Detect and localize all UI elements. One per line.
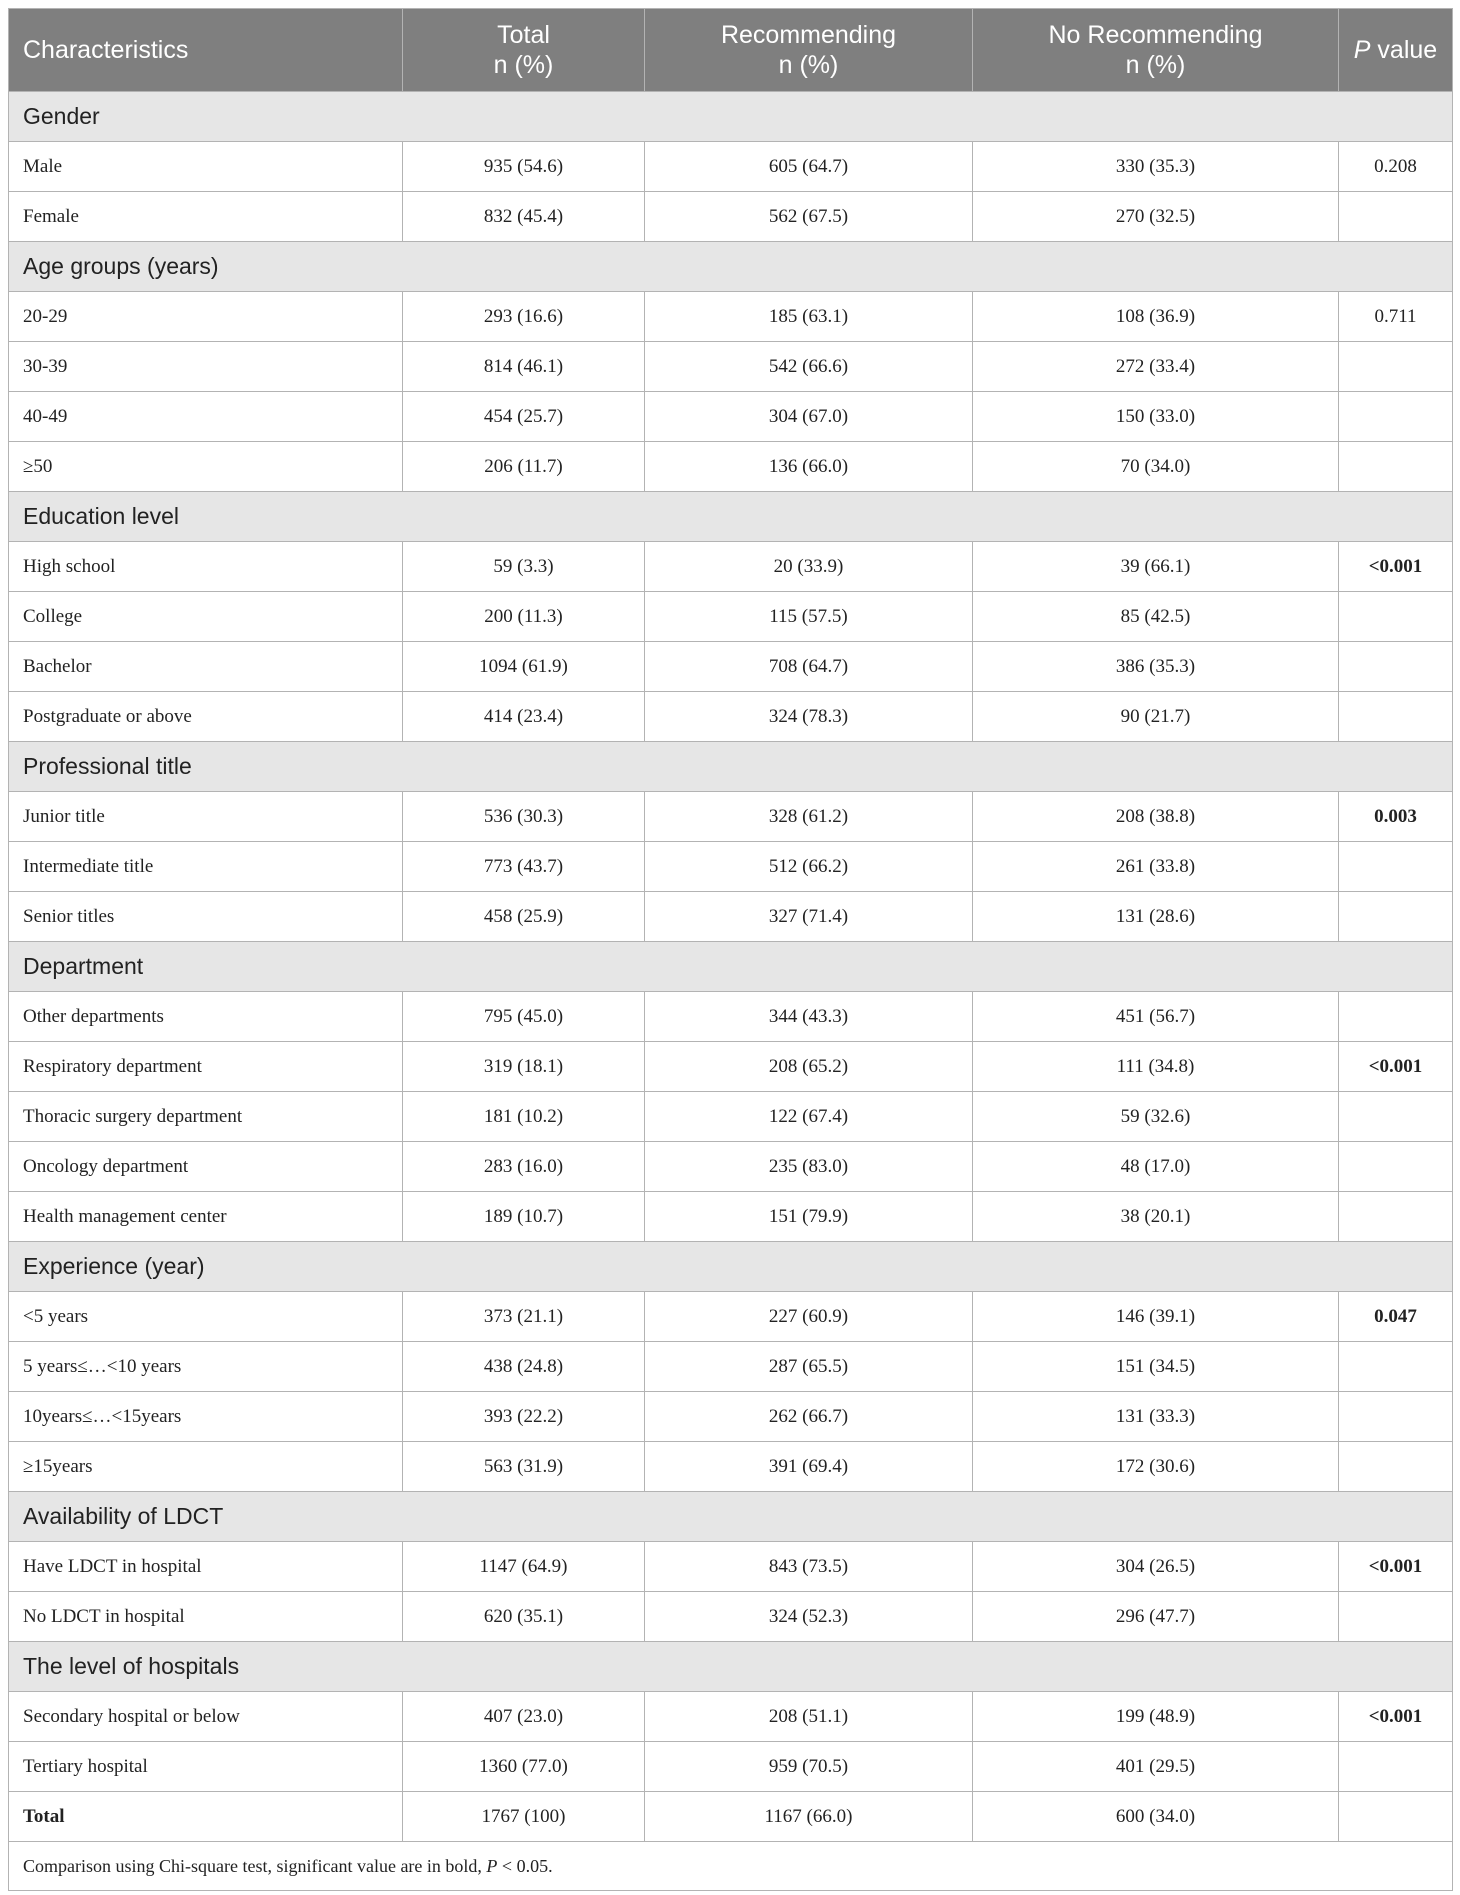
row-total: 814 (46.1) [403, 342, 645, 392]
group-header-row [9, 1642, 1453, 1692]
row-recommending: 328 (61.2) [645, 792, 973, 842]
table-row [9, 1442, 1453, 1492]
row-p-value: <0.001 [1339, 1542, 1453, 1592]
row-label: Health management center [9, 1192, 403, 1242]
group-title: Gender [9, 92, 1453, 142]
row-no-recommending: 272 (33.4) [973, 342, 1339, 392]
group-title: Education level [9, 492, 1453, 542]
row-no-recommending: 39 (66.1) [973, 542, 1339, 592]
group-title: Age groups (years) [9, 242, 1453, 292]
row-recommending: 843 (73.5) [645, 1542, 973, 1592]
row-no-recommending: 330 (35.3) [973, 142, 1339, 192]
table-row [9, 142, 1453, 192]
table-row [9, 542, 1453, 592]
row-recommending: 208 (51.1) [645, 1692, 973, 1742]
row-p-value [1339, 1342, 1453, 1392]
group-header-row [9, 742, 1453, 792]
row-recommending: 708 (64.7) [645, 642, 973, 692]
characteristics-table [8, 8, 1453, 1891]
row-no-recommending: 85 (42.5) [973, 592, 1339, 642]
row-recommending: 136 (66.0) [645, 442, 973, 492]
table-row [9, 792, 1453, 842]
row-no-recommending: 304 (26.5) [973, 1542, 1339, 1592]
row-recommending: 235 (83.0) [645, 1142, 973, 1192]
group-header-row [9, 492, 1453, 542]
table-header-row [9, 9, 1453, 92]
row-no-recommending: 172 (30.6) [973, 1442, 1339, 1492]
row-total: 935 (54.6) [403, 142, 645, 192]
row-p-value: <0.001 [1339, 1042, 1453, 1092]
row-no-recommending: 108 (36.9) [973, 292, 1339, 342]
row-p-value: <0.001 [1339, 1692, 1453, 1742]
row-label: No LDCT in hospital [9, 1592, 403, 1642]
table-row [9, 1342, 1453, 1392]
row-recommending: 227 (60.9) [645, 1292, 973, 1342]
row-total: 536 (30.3) [403, 792, 645, 842]
row-label: Bachelor [9, 642, 403, 692]
row-label: 5 years≤…<10 years [9, 1342, 403, 1392]
row-total: 438 (24.8) [403, 1342, 645, 1392]
row-recommending: 324 (78.3) [645, 692, 973, 742]
row-recommending: 185 (63.1) [645, 292, 973, 342]
row-total: 832 (45.4) [403, 192, 645, 242]
row-p-value [1339, 392, 1453, 442]
row-label: ≥50 [9, 442, 403, 492]
row-p-value [1339, 692, 1453, 742]
row-recommending: 542 (66.6) [645, 342, 973, 392]
row-total: 1094 (61.9) [403, 642, 645, 692]
row-recommending: 208 (65.2) [645, 1042, 973, 1092]
table-row [9, 292, 1453, 342]
row-label: <5 years [9, 1292, 403, 1342]
row-p-value: 0.711 [1339, 292, 1453, 342]
row-label: Oncology department [9, 1142, 403, 1192]
row-total: 319 (18.1) [403, 1042, 645, 1092]
row-label: Respiratory department [9, 1042, 403, 1092]
table-container [8, 8, 1452, 1891]
total-no-recommending: 600 (34.0) [973, 1792, 1339, 1842]
row-p-value [1339, 1392, 1453, 1442]
table-row [9, 692, 1453, 742]
row-p-value: 0.208 [1339, 142, 1453, 192]
row-recommending: 562 (67.5) [645, 192, 973, 242]
row-label: ≥15years [9, 1442, 403, 1492]
row-no-recommending: 151 (34.5) [973, 1342, 1339, 1392]
row-label: Have LDCT in hospital [9, 1542, 403, 1592]
group-header-row [9, 942, 1453, 992]
row-total: 795 (45.0) [403, 992, 645, 1042]
total-row [9, 1792, 1453, 1842]
table-body [9, 92, 1453, 1792]
table-row [9, 1692, 1453, 1742]
row-label: Other departments [9, 992, 403, 1042]
row-p-value [1339, 892, 1453, 942]
row-no-recommending: 38 (20.1) [973, 1192, 1339, 1242]
row-no-recommending: 386 (35.3) [973, 642, 1339, 692]
row-no-recommending: 48 (17.0) [973, 1142, 1339, 1192]
table-row [9, 592, 1453, 642]
row-label: 10years≤…<15years [9, 1392, 403, 1442]
header-no-recommending: No Recommending n (%) [973, 9, 1339, 92]
row-total: 181 (10.2) [403, 1092, 645, 1142]
table-row [9, 1592, 1453, 1642]
row-no-recommending: 451 (56.7) [973, 992, 1339, 1042]
group-title: Department [9, 942, 1453, 992]
table-row [9, 442, 1453, 492]
row-label: Senior titles [9, 892, 403, 942]
row-recommending: 151 (79.9) [645, 1192, 973, 1242]
row-no-recommending: 59 (32.6) [973, 1092, 1339, 1142]
row-recommending: 262 (66.7) [645, 1392, 973, 1442]
row-p-value [1339, 1442, 1453, 1492]
row-recommending: 122 (67.4) [645, 1092, 973, 1142]
row-label: Postgraduate or above [9, 692, 403, 742]
total-label: Total [9, 1792, 403, 1842]
total-p-value [1339, 1792, 1453, 1842]
group-title: The level of hospitals [9, 1642, 1453, 1692]
group-header-row [9, 242, 1453, 292]
row-total: 414 (23.4) [403, 692, 645, 742]
row-recommending: 287 (65.5) [645, 1342, 973, 1392]
header-total: Total n (%) [403, 9, 645, 92]
row-total: 458 (25.9) [403, 892, 645, 942]
row-no-recommending: 401 (29.5) [973, 1742, 1339, 1792]
total-recommending: 1167 (66.0) [645, 1792, 973, 1842]
table-row [9, 1042, 1453, 1092]
row-label: Female [9, 192, 403, 242]
row-total: 373 (21.1) [403, 1292, 645, 1342]
row-recommending: 605 (64.7) [645, 142, 973, 192]
table-row [9, 1742, 1453, 1792]
row-p-value [1339, 842, 1453, 892]
row-total: 454 (25.7) [403, 392, 645, 442]
row-p-value [1339, 1592, 1453, 1642]
row-p-value: 0.003 [1339, 792, 1453, 842]
row-label: Junior title [9, 792, 403, 842]
row-label: 20-29 [9, 292, 403, 342]
row-no-recommending: 150 (33.0) [973, 392, 1339, 442]
row-p-value [1339, 1092, 1453, 1142]
row-total: 206 (11.7) [403, 442, 645, 492]
header-characteristics: Characteristics [9, 9, 403, 92]
row-p-value [1339, 642, 1453, 692]
group-header-row [9, 1492, 1453, 1542]
row-total: 59 (3.3) [403, 542, 645, 592]
table-row [9, 642, 1453, 692]
row-p-value [1339, 992, 1453, 1042]
table-row [9, 992, 1453, 1042]
table-row [9, 192, 1453, 242]
table-row [9, 1392, 1453, 1442]
row-recommending: 327 (71.4) [645, 892, 973, 942]
row-p-value [1339, 342, 1453, 392]
row-total: 1360 (77.0) [403, 1742, 645, 1792]
row-no-recommending: 270 (32.5) [973, 192, 1339, 242]
row-no-recommending: 70 (34.0) [973, 442, 1339, 492]
row-total: 293 (16.6) [403, 292, 645, 342]
row-label: College [9, 592, 403, 642]
row-recommending: 391 (69.4) [645, 1442, 973, 1492]
row-label: Intermediate title [9, 842, 403, 892]
group-title: Experience (year) [9, 1242, 1453, 1292]
row-no-recommending: 296 (47.7) [973, 1592, 1339, 1642]
row-no-recommending: 111 (34.8) [973, 1042, 1339, 1092]
row-label: High school [9, 542, 403, 592]
total-total: 1767 (100) [403, 1792, 645, 1842]
row-no-recommending: 261 (33.8) [973, 842, 1339, 892]
table-row [9, 892, 1453, 942]
row-label: Thoracic surgery department [9, 1092, 403, 1142]
table-row [9, 1092, 1453, 1142]
row-p-value [1339, 192, 1453, 242]
row-recommending: 324 (52.3) [645, 1592, 973, 1642]
row-total: 283 (16.0) [403, 1142, 645, 1192]
row-p-value: 0.047 [1339, 1292, 1453, 1342]
row-label: Secondary hospital or below [9, 1692, 403, 1742]
row-no-recommending: 90 (21.7) [973, 692, 1339, 742]
row-no-recommending: 208 (38.8) [973, 792, 1339, 842]
row-recommending: 20 (33.9) [645, 542, 973, 592]
row-no-recommending: 146 (39.1) [973, 1292, 1339, 1342]
table-row [9, 342, 1453, 392]
row-recommending: 512 (66.2) [645, 842, 973, 892]
table-row [9, 1192, 1453, 1242]
row-recommending: 304 (67.0) [645, 392, 973, 442]
row-no-recommending: 199 (48.9) [973, 1692, 1339, 1742]
group-title: Professional title [9, 742, 1453, 792]
row-p-value [1339, 1192, 1453, 1242]
row-total: 200 (11.3) [403, 592, 645, 642]
row-p-value [1339, 592, 1453, 642]
row-label: 30-39 [9, 342, 403, 392]
table-row [9, 1542, 1453, 1592]
footnote: Comparison using Chi-square test, significant value are in bold, P < 0.05. [9, 1842, 1453, 1891]
group-title: Availability of LDCT [9, 1492, 1453, 1542]
row-total: 189 (10.7) [403, 1192, 645, 1242]
row-total: 393 (22.2) [403, 1392, 645, 1442]
row-recommending: 115 (57.5) [645, 592, 973, 642]
table-row [9, 392, 1453, 442]
table-row [9, 1292, 1453, 1342]
row-p-value: <0.001 [1339, 542, 1453, 592]
row-no-recommending: 131 (33.3) [973, 1392, 1339, 1442]
row-recommending: 344 (43.3) [645, 992, 973, 1042]
row-total: 1147 (64.9) [403, 1542, 645, 1592]
row-label: Male [9, 142, 403, 192]
row-total: 563 (31.9) [403, 1442, 645, 1492]
row-p-value [1339, 442, 1453, 492]
header-recommending: Recommending n (%) [645, 9, 973, 92]
footnote-row [9, 1842, 1453, 1891]
row-total: 620 (35.1) [403, 1592, 645, 1642]
row-label: Tertiary hospital [9, 1742, 403, 1792]
group-header-row [9, 92, 1453, 142]
row-total: 407 (23.0) [403, 1692, 645, 1742]
table-row [9, 842, 1453, 892]
row-label: 40-49 [9, 392, 403, 442]
row-total: 773 (43.7) [403, 842, 645, 892]
group-header-row [9, 1242, 1453, 1292]
table-row [9, 1142, 1453, 1192]
header-p-value: P value [1339, 9, 1453, 92]
row-p-value [1339, 1742, 1453, 1792]
row-no-recommending: 131 (28.6) [973, 892, 1339, 942]
row-p-value [1339, 1142, 1453, 1192]
row-recommending: 959 (70.5) [645, 1742, 973, 1792]
